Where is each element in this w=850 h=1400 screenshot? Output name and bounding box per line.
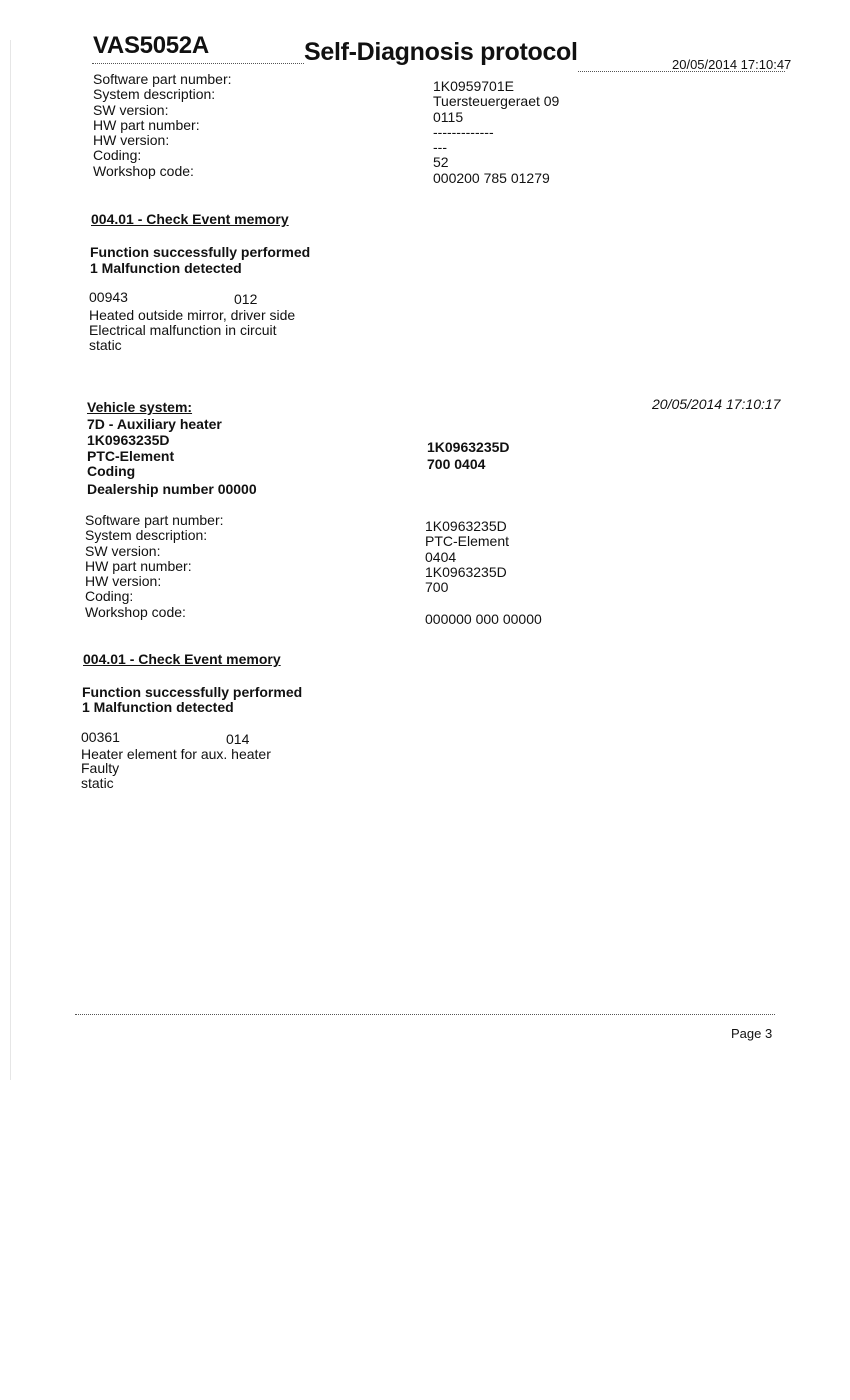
page-number: Page 3 <box>731 1026 773 1041</box>
value-hw-version: --- <box>433 139 447 156</box>
fault-description-2: Heater element for aux. heater <box>81 746 271 762</box>
value-hw-part-number: 1K0963235D <box>425 563 507 580</box>
fault-symptom-2: Faulty <box>81 760 120 776</box>
value-system-description: Tuersteuergeraet 09 <box>433 93 560 110</box>
label-coding: Coding: <box>93 147 142 164</box>
block1-values <box>433 79 559 186</box>
fault-description-1: Heated outside mirror, driver side <box>89 307 296 323</box>
status-malfunction-1: 1 Malfunction detected <box>90 260 242 276</box>
fault-subcode-2: 014 <box>226 731 250 747</box>
value-hw-version: 700 <box>425 579 449 596</box>
label-hw-part-number: HW part number: <box>85 557 192 574</box>
vehicle-system-label: Vehicle system: <box>87 399 193 415</box>
label-system-description: System description: <box>93 86 216 103</box>
block2-timestamp: 20/05/2014 17:10:17 <box>652 396 781 412</box>
block1-labels <box>93 72 232 179</box>
value-workshop-code-2: 000000 000 00000 <box>425 611 542 627</box>
fault-type-1: static <box>89 337 122 353</box>
right-version: 700 0404 <box>427 456 486 472</box>
fault-symptom-1: Electrical malfunction in circuit <box>89 322 277 338</box>
label-sw-version: SW version: <box>93 101 169 118</box>
fault-code-2: 00361 <box>81 729 120 745</box>
value-sw-version: 0115 <box>433 108 464 125</box>
label-hw-version: HW version: <box>93 132 170 149</box>
system-name: 7D - Auxiliary heater <box>87 416 222 432</box>
label-software-part-number: Software part number: <box>93 71 232 87</box>
system-coding-label: Coding <box>87 463 136 479</box>
status-malfunction-2: 1 Malfunction detected <box>82 699 234 715</box>
system-component: PTC-Element <box>87 448 175 464</box>
page-title: Self-Diagnosis protocol <box>304 38 578 66</box>
value-software-part-number: 1K0959701E <box>433 78 514 94</box>
header-rule-right <box>578 71 785 72</box>
label-software-part-number: Software part number: <box>85 512 224 528</box>
event-memory-heading-1: 004.01 - Check Event memory <box>91 211 289 227</box>
system-part-number: 1K0963235D <box>87 432 170 448</box>
label-workshop-code: Workshop code: <box>93 162 194 179</box>
value-software-part-number: 1K0963235D <box>425 518 507 534</box>
value-hw-part-number: ------------- <box>433 123 494 140</box>
brand-label: VAS5052A <box>93 32 209 59</box>
status-performed-2: Function successfully performed <box>82 684 303 700</box>
label-sw-version: SW version: <box>85 542 161 559</box>
label-hw-part-number: HW part number: <box>93 116 200 133</box>
value-coding: 52 <box>433 154 449 171</box>
block2-labels <box>85 513 224 620</box>
dealership-number: Dealership number 00000 <box>87 481 257 497</box>
status-performed-1: Function successfully performed <box>90 244 311 260</box>
label-hw-version: HW version: <box>85 573 162 590</box>
scan-margin-line <box>10 40 11 1080</box>
value-workshop-code: 000200 785 01279 <box>433 169 550 186</box>
value-system-description: PTC-Element <box>425 533 510 550</box>
event-memory-heading-2: 004.01 - Check Event memory <box>83 651 281 667</box>
header-timestamp: 20/05/2014 17:10:47 <box>672 57 792 72</box>
fault-subcode-1: 012 <box>234 291 258 307</box>
value-sw-version: 0404 <box>425 548 457 565</box>
fault-type-2: static <box>81 775 114 791</box>
fault-code-1: 00943 <box>89 289 128 305</box>
label-system-description: System description: <box>85 527 208 544</box>
block2-values <box>425 519 509 595</box>
label-workshop-code: Workshop code: <box>85 603 186 620</box>
label-coding: Coding: <box>85 588 134 605</box>
footer-rule <box>75 1014 775 1015</box>
header-rule-left <box>92 63 304 64</box>
right-part-number: 1K0963235D <box>427 439 510 455</box>
